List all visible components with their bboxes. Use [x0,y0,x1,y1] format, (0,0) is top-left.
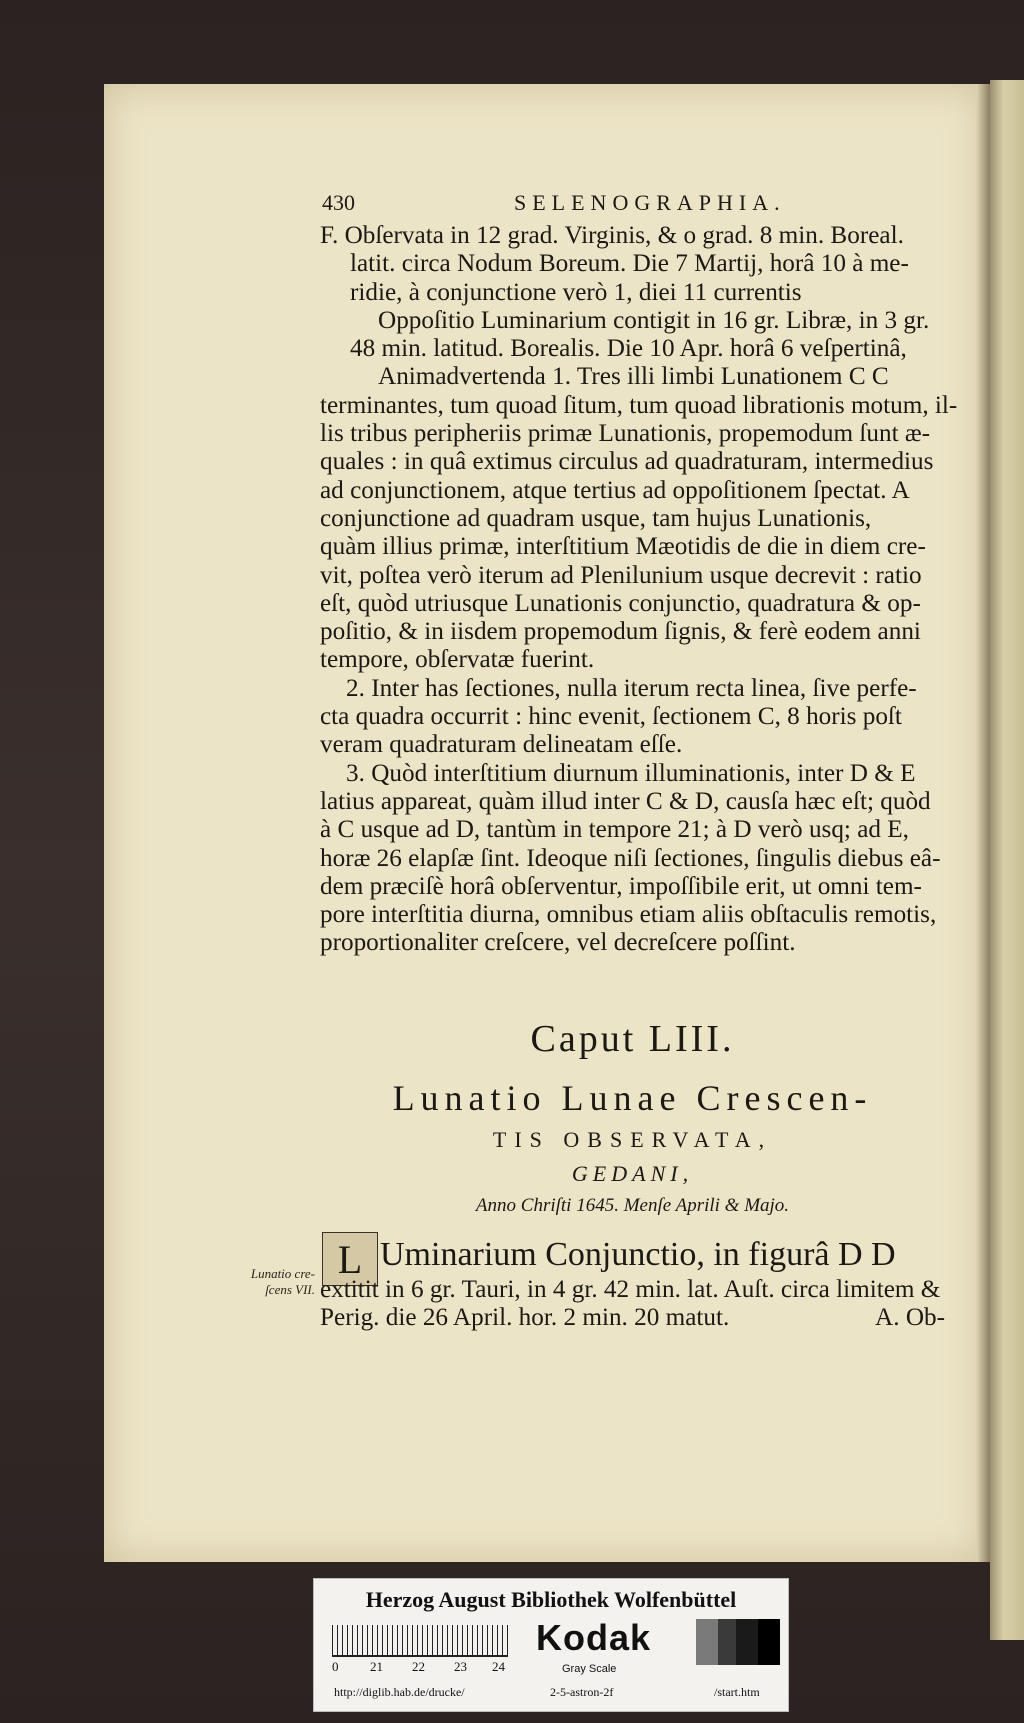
text-line: terminantes, tum quoad ſitum, tum quoad librationis motum, il- [320,391,958,419]
text-line: horæ 26 elapſæ ſint. Ideoque niſi ſectiones, ſingulis diebus eâ- [320,844,941,872]
scale-label: 23 [454,1659,467,1674]
text-line: latius appareat, quàm illud inter C & D, causſa hæc eſt; quòd [320,787,931,815]
gray-swatch [718,1619,736,1665]
chapter-title-line-1: Lunatio Lunae Crescen- [392,1078,873,1118]
paragraph-observation-f [320,222,945,307]
text-line: conjunctione ad quadram usque, tam hujus Lunationis, [320,504,872,532]
text-line: F. Obſervata in 12 grad. Virginis, & o grad. 8 min. Boreal. [320,222,904,249]
text-line [320,1304,945,1332]
scale-label: 24 [492,1659,505,1674]
text-line: pore interſtitia diurna, omnibus etiam aliis obſtaculis remotis, [320,901,937,929]
text-line: vit, poſtea verò iterum ad Plenilunium usque decrevit : ratio [320,561,922,589]
chapter-number: Caput LIII. [530,1018,735,1060]
ruler-scale [332,1625,508,1657]
paragraph-note-1 [320,363,958,674]
text-line: ridie, à conjunctione verò 1, diei 11 currentis [350,278,802,306]
page-gutter [976,84,990,1562]
body-text [320,222,958,958]
text-line: 3. Quòd interſtitium diurnum illuminationis, inter D & E [346,759,916,787]
opening-first-line: Uminarium Conjunctio, in figurâ D D [380,1236,896,1273]
scale-label: 0 [332,1659,339,1674]
gray-swatch [736,1619,758,1665]
text-line: dem præciſè horâ obſerventur, impoſſibile erit, ut omni tem- [320,872,922,900]
scale-label: 22 [412,1659,425,1674]
paragraph-note-3 [320,760,945,958]
text-line: Animadvertenda 1. Tres illi limbi Lunationem C C [378,363,889,391]
text-line: quales : in quâ extimus circulus ad quadraturam, intermedius [320,448,934,476]
chapter-title-line-2: TIS OBSERVATA, [492,1127,773,1152]
calibration-target [313,1578,789,1712]
text-line: proportionaliter creſcere, vel decreſcere poſſint. [320,929,796,957]
drop-cap-initial: L [322,1232,378,1286]
text-line: ad conjunctionem, atque tertius ad oppoſitionem ſpectat. A [320,476,910,504]
gray-swatch [758,1619,780,1665]
opening-continuation [320,1276,945,1333]
text-line: extitit in 6 gr. Tauri, in 4 gr. 42 min. lat. Auſt. circa limitem & [320,1276,941,1303]
text-line: poſitio, & in iisdem propemodum ſignis, & ferè eodem anni [320,618,921,646]
text-line: lis tribus peripheriis primæ Lunationis, propemodum ſunt æ- [320,420,931,448]
running-title: SELENOGRAPHIA. [514,190,786,215]
page-number: 430 [322,190,355,215]
scale-label: 21 [370,1659,383,1674]
chapter-place: GEDANI, [571,1161,694,1186]
chapter-date: Anno Chriſti 1645. Menſe Aprili & Majo. [475,1195,790,1216]
marginal-note: Lunatio cre-ſcens VII. [250,1266,315,1297]
catchword: A. Ob- [875,1304,945,1332]
text-line: à C usque ad D, tantùm in tempore 21; à D verò usq; ad E, [320,816,909,844]
catalog-url: http://diglib.hab.de/drucke/ [334,1685,465,1699]
text-line: 48 min. latitud. Borealis. Die 10 Apr. horâ 6 veſpertinâ, [350,335,907,363]
text-line: 2. Inter has ſectiones, nulla iterum recta linea, ſive perfe- [346,674,917,702]
running-head [322,190,942,220]
catalog-start: /start.htm [714,1685,760,1699]
text-line-content: Perig. die 26 April. hor. 2 min. 20 matut. [320,1304,730,1332]
text-line: tempore, obſervatæ fuerint. [320,646,595,674]
chapter-heading [320,1017,945,1217]
gray-swatch [696,1619,718,1665]
text-line: veram quadraturam delineatam eſſe. [320,731,683,759]
text-line: quàm illius primæ, interſtitium Mæotidis de die in diem cre- [320,533,926,561]
text-line: latit. circa Nodum Boreum. Die 7 Martij, horâ 10 à me- [350,250,909,278]
text-line: cta quadra occurrit : hinc evenit, ſectionem C, 8 horis poſt [320,703,902,731]
text-line: eſt, quòd utriusque Lunationis conjunctio, quadratura & op- [320,589,921,617]
catalog-identifier: 2-5-astron-2f [550,1685,614,1699]
paragraph-note-2 [320,675,945,760]
facing-page-edge [990,80,1024,1640]
library-name: Herzog August Bibliothek Wolfenbüttel [365,1587,737,1612]
kodak-logo: Kodak [536,1617,652,1658]
paragraph-oppositio [320,307,945,364]
text-line: Oppoſitio Luminarium contigit in 16 gr. Libræ, in 3 gr. [378,306,930,334]
gray-scale-label: Gray Scale [562,1663,617,1675]
